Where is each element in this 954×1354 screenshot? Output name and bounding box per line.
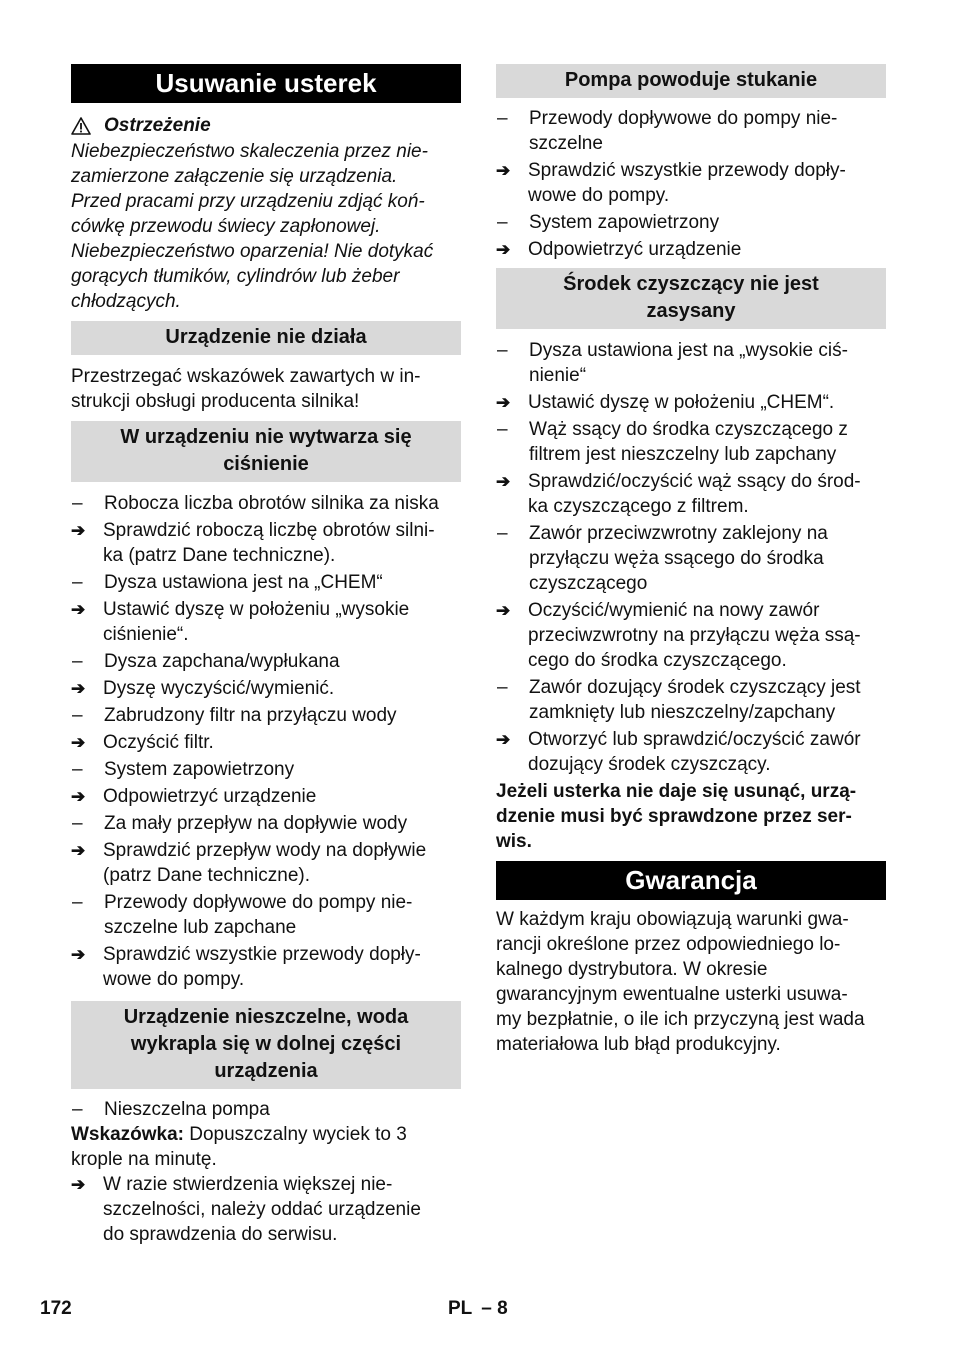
list-item-line: Dyszę wyczyścić/wymienić.: [103, 678, 335, 699]
section-title-warranty: Gwarancja: [496, 861, 886, 900]
list-item-line: Oczyścić/wymienić na nowy zawór: [528, 600, 820, 621]
dash-marker: –: [497, 523, 508, 544]
left-column: [71, 64, 461, 1249]
list-item-text: [528, 237, 886, 262]
warranty-line: my bezpłatnie, o ile ich przyczyną jest wada: [496, 1009, 865, 1030]
list-item-line: Odpowietrzyć urządzenie: [103, 786, 317, 807]
warranty-line: gwarancyjnym ewentualne usterki usuwa-: [496, 984, 848, 1005]
list-item: [71, 784, 461, 809]
list-item-text: [103, 784, 461, 809]
list-item: [496, 417, 886, 467]
list-item: [71, 570, 461, 595]
device-not-working-text: [71, 364, 461, 414]
service-note-line: dzenie musi być sprawdzone przez ser-: [496, 806, 852, 827]
list-item-line: ka (patrz Dane techniczne).: [103, 545, 336, 566]
section-title-device-not-working: Urządzenie nie działa: [71, 321, 461, 355]
warranty-line: W każdym kraju obowiązują warunki gwa-: [496, 909, 849, 930]
list-item: [496, 390, 886, 415]
no-pressure-list: [71, 491, 461, 992]
list-item-text: [104, 491, 461, 516]
arrow-marker: ➔: [71, 945, 86, 964]
list-item-line: Zabrudzony filtr na przyłączu wody: [104, 705, 397, 726]
warning-text: [71, 139, 461, 314]
warranty-line: materiałowa lub błąd produkcyjny.: [496, 1034, 781, 1055]
list-item-text: [104, 649, 461, 674]
footer-language: [448, 1298, 508, 1320]
list-item-line: do sprawdzenia do serwisu.: [103, 1224, 338, 1245]
dash-marker: –: [497, 212, 508, 233]
arrow-marker: ➔: [496, 601, 511, 620]
list-item: [71, 838, 461, 888]
section-title-troubleshooting: Usuwanie usterek: [71, 64, 461, 103]
arrow-marker: ➔: [71, 521, 86, 540]
list-item-line: Zawór dozujący środek czyszczący jest: [529, 677, 861, 698]
list-item-text: [528, 469, 886, 519]
list-item-line: zamknięty lub nieszczelny/zapchany: [529, 702, 836, 723]
list-item-line: (patrz Dane techniczne).: [103, 865, 310, 886]
list-item-line: filtrem jest nieszczelny lub zapchany: [529, 444, 837, 465]
arrow-marker: ➔: [496, 472, 511, 491]
language-code: PL: [448, 1298, 472, 1319]
list-item-text: [103, 518, 461, 568]
warranty-line: kalnego dystrybutora. W okresie: [496, 959, 768, 980]
dash-marker: –: [72, 572, 83, 593]
title-line: Środek czyszczący nie jest: [563, 273, 819, 295]
dash-marker: –: [72, 493, 83, 514]
page-reference: – 8: [481, 1298, 508, 1319]
list-item-line: System zapowietrzony: [529, 212, 720, 233]
leaking-content: [71, 1097, 461, 1247]
list-item-line: Oczyścić filtr.: [103, 732, 214, 753]
warning-line: Niebezpieczeństwo oparzenia! Nie dotykać: [71, 241, 434, 262]
list-item-text: [103, 942, 461, 992]
list-item-text: [103, 730, 461, 755]
list-item: [71, 676, 461, 701]
list-item: [496, 469, 886, 519]
list-item: [71, 730, 461, 755]
arrow-marker: ➔: [71, 1175, 86, 1194]
dash-marker: –: [72, 705, 83, 726]
list-item: [71, 811, 461, 836]
list-item-line: dozujący środek czyszczący.: [528, 754, 771, 775]
list-item-text: [103, 597, 461, 647]
list-item-line: czyszczącego: [529, 573, 648, 594]
warning-line: Przed pracami przy urządzeniu zdjąć koń-: [71, 191, 425, 212]
arrow-marker: ➔: [496, 730, 511, 749]
list-item-text: [103, 1172, 461, 1247]
list-item: [71, 518, 461, 568]
section-title-no-pressure: [71, 421, 461, 482]
warning-line: gorących tłumików, cylindrów lub żeber: [71, 266, 400, 287]
list-item-text: [103, 838, 461, 888]
list-item-text: [104, 570, 461, 595]
list-item-line: Odpowietrzyć urządzenie: [528, 239, 742, 260]
arrow-marker: ➔: [71, 841, 86, 860]
arrow-marker: ➔: [496, 393, 511, 412]
service-note-line: wis.: [496, 831, 532, 852]
warranty-text: [496, 907, 886, 1057]
list-item: [71, 942, 461, 992]
dash-marker: –: [497, 419, 508, 440]
list-item-text: [529, 521, 886, 596]
list-item-text: [529, 210, 886, 235]
warranty-line: rancji określone przez odpowiedniego lo-: [496, 934, 841, 955]
arrow-marker: ➔: [71, 679, 86, 698]
list-item-text: [528, 598, 886, 673]
dash-marker: –: [497, 677, 508, 698]
title-line: W urządzeniu nie wytwarza się: [120, 426, 412, 448]
list-item: [496, 210, 886, 235]
list-item-line: Zawór przeciwzwrotny zaklejony na: [529, 523, 828, 544]
title-line: ciśnienie: [223, 453, 309, 475]
list-item-line: Przewody dopływowe do pompy nie-: [529, 108, 838, 129]
dash-marker: –: [497, 108, 508, 129]
list-item-text: [104, 811, 461, 836]
title-line: urządzenia: [214, 1060, 318, 1082]
list-item: [71, 703, 461, 728]
list-item-text: [528, 390, 886, 415]
list-item: [496, 158, 886, 208]
warning-line: cówkę przewodu świecy zapłonowej.: [71, 216, 381, 237]
list-item-line: Za mały przepływ na dopływie wody: [104, 813, 408, 834]
detergent-list: [496, 338, 886, 777]
list-item-line: Sprawdzić wszystkie przewody dopły-: [528, 160, 846, 181]
list-item-text: [104, 703, 461, 728]
list-item-line: szczelne: [529, 133, 603, 154]
warning-triangle-icon: [71, 117, 91, 135]
arrow-marker: ➔: [71, 787, 86, 806]
note-text: Dopuszczalny wyciek to 3: [183, 1124, 407, 1145]
list-item: [496, 727, 886, 777]
list-item-line: Przewody dopływowe do pompy nie-: [104, 892, 413, 913]
list-item: [71, 757, 461, 782]
text-line: Przestrzegać wskazówek zawartych w in-: [71, 366, 421, 387]
list-item-line: W razie stwierdzenia większej nie-: [103, 1174, 393, 1195]
page-number: 172: [40, 1298, 72, 1319]
list-item: [71, 649, 461, 674]
list-item: [496, 675, 886, 725]
list-item-text: [528, 158, 886, 208]
list-item-text: [103, 676, 461, 701]
list-item-line: Ustawić dyszę w położeniu „wysokie: [103, 599, 410, 620]
list-item-line: nienie“: [529, 365, 587, 386]
text-line: strukcji obsługi producenta silnika!: [71, 391, 360, 412]
dash-marker: –: [72, 651, 83, 672]
list-item-text: [104, 890, 461, 940]
service-note-line: Jeżeli usterka nie daje się usunąć, urzą-: [496, 781, 857, 802]
list-item-line: Sprawdzić wszystkie przewody dopły-: [103, 944, 421, 965]
list-item-line: ka czyszczącego z filtrem.: [528, 496, 749, 517]
list-item-line: wowe do pompy.: [528, 185, 670, 206]
list-item-line: przeciwzwrotny na przyłączu węża ssą-: [528, 625, 861, 646]
dash-marker: –: [72, 1099, 83, 1120]
list-item-text: [528, 727, 886, 777]
note-label: Wskazówka:: [71, 1124, 184, 1145]
list-item-line: przyłączu węża ssącego do środka: [529, 548, 824, 569]
section-title-leaking: [71, 1001, 461, 1089]
list-item-line: Dysza ustawiona jest na „CHEM“: [104, 572, 383, 593]
list-item: [496, 106, 886, 156]
warning-line: zamierzone załączenie się urządzenia.: [71, 166, 398, 187]
title-line: zasysany: [646, 300, 736, 322]
section-title-pump-knocking: Pompa powoduje stukanie: [496, 64, 886, 98]
list-item-line: szczelności, należy oddać urządzenie: [103, 1199, 421, 1220]
note-line: krople na minutę.: [71, 1149, 217, 1170]
list-item-line: Ustawić dyszę w położeniu „CHEM“.: [528, 392, 835, 413]
list-item-line: szczelne lub zapchane: [104, 917, 297, 938]
list-item: [71, 890, 461, 940]
note-line: [71, 1122, 461, 1147]
list-item: [496, 338, 886, 388]
list-item-line: Robocza liczba obrotów silnika za niska: [104, 493, 439, 514]
list-item-text: [529, 675, 886, 725]
arrow-marker: ➔: [71, 600, 86, 619]
dash-marker: –: [497, 340, 508, 361]
list-item: [496, 237, 886, 262]
warning-line: chłodzących.: [71, 291, 181, 312]
warning-heading: [71, 113, 461, 138]
dash-marker: –: [72, 813, 83, 834]
list-item: [71, 1097, 461, 1122]
list-item-line: Otworzyć lub sprawdzić/oczyścić zawór: [528, 729, 861, 750]
service-note: [496, 779, 886, 854]
title-line: Urządzenie nieszczelne, woda: [123, 1006, 409, 1028]
list-item-text: Nieszczelna pompa: [104, 1099, 270, 1120]
list-item: [71, 1172, 461, 1247]
dash-marker: –: [72, 892, 83, 913]
list-item-text: [529, 106, 886, 156]
list-item: [496, 521, 886, 596]
list-item-line: Dysza zapchana/wypłukana: [104, 651, 340, 672]
list-item-line: wowe do pompy.: [103, 969, 245, 990]
list-item-line: System zapowietrzony: [104, 759, 295, 780]
warning-label: Ostrzeżenie: [104, 115, 211, 136]
title-line: wykrapla się w dolnej części: [130, 1033, 402, 1055]
list-item-text: [529, 338, 886, 388]
warning-line: Niebezpieczeństwo skaleczenia przez nie-: [71, 141, 428, 162]
list-item-line: Wąż ssący do środka czyszczącego z: [529, 419, 848, 440]
arrow-marker: ➔: [71, 733, 86, 752]
list-item-line: Dysza ustawiona jest na „wysokie ciś-: [529, 340, 848, 361]
list-item-line: Sprawdzić roboczą liczbę obrotów silni-: [103, 520, 435, 541]
list-item-line: ciśnienie“.: [103, 624, 189, 645]
list-item: [71, 491, 461, 516]
list-item-line: Sprawdzić/oczyścić wąż ssący do środ-: [528, 471, 861, 492]
list-item-line: Sprawdzić przepływ wody na dopływie: [103, 840, 427, 861]
list-item-line: cego do środka czyszczącego.: [528, 650, 787, 671]
list-item: [71, 597, 461, 647]
arrow-marker: ➔: [496, 240, 511, 259]
dash-marker: –: [72, 759, 83, 780]
pump-knocking-list: [496, 106, 886, 262]
list-item: [496, 598, 886, 673]
arrow-marker: ➔: [496, 161, 511, 180]
list-item-text: [104, 757, 461, 782]
right-column: [496, 64, 886, 1057]
section-title-detergent-not-sucked: [496, 268, 886, 329]
list-item-text: [529, 417, 886, 467]
